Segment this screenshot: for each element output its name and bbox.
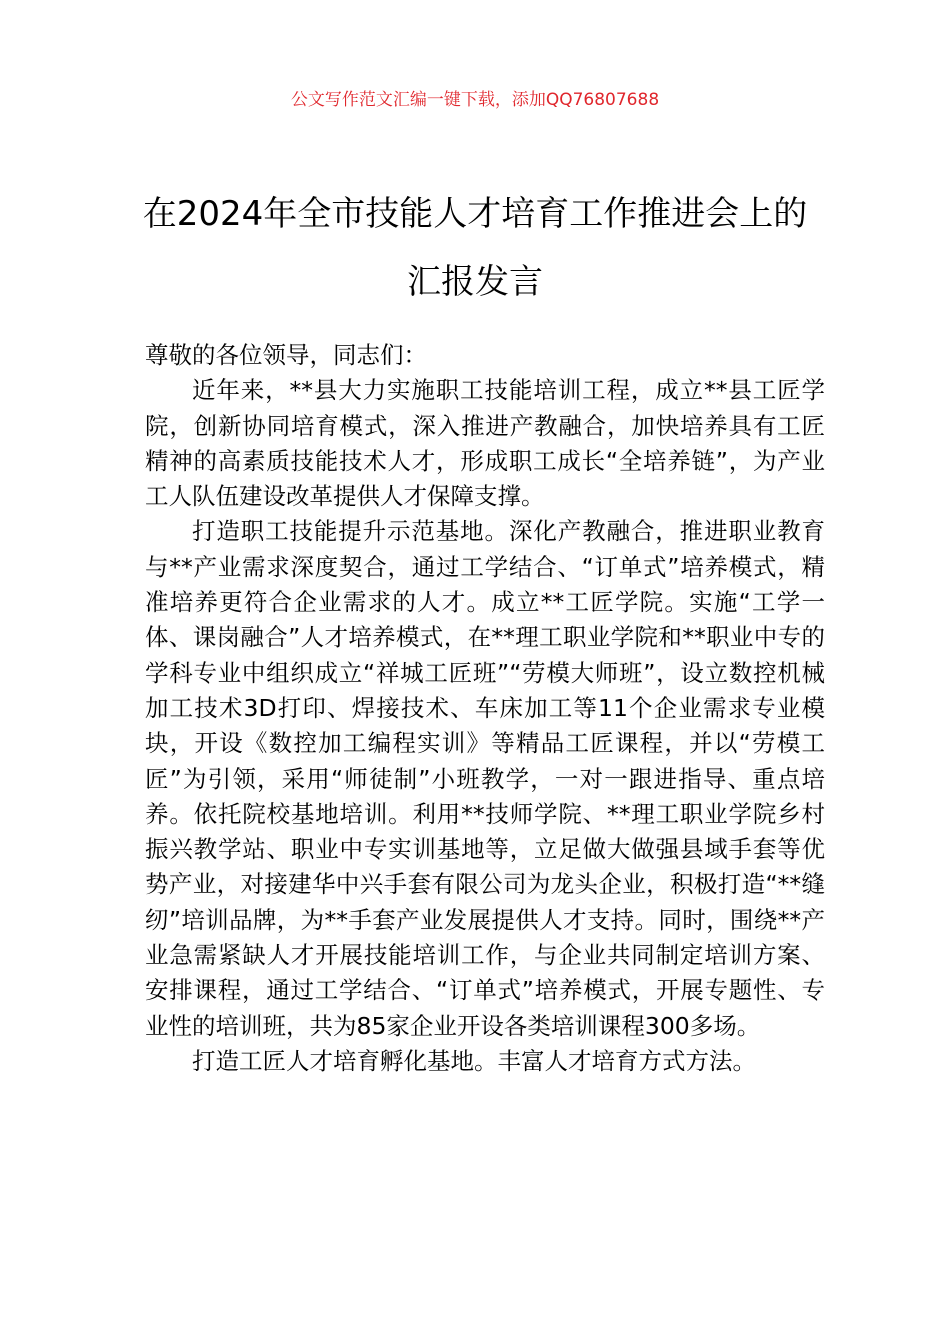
paragraph-skill-base: 打造职工技能提升示范基地。深化产教融合，推进职业教育与**产业需求深度契合，通过工学结合、“订单式”培养模式，精准培养更符合企业需求的人才。成立**工匠学院。实施“工学一体、课岗融合”人才培养模式，在**理工职业学院和**职业中专的学科专业中组织成立“祥城工匠班”“劳模大师班”，设立数控机械加工技术3D打印、焊接技术、车床加工等11个企业需求专业模块，开设《数控加工编程实训》等精品工匠课程，并以“劳模工匠”为引领，采用“师徒制”小班教学，一对一跟进指导、重点培养。依托院校基地培训。利用**技师学院、**理工职业学院乡村振兴教学站、职业中专实训基地等，立足做大做强县域手套等优势产业，对接建华中兴手套有限公司为龙头企业，积极打造“**缝纫”培训品牌，为**手套产业发展提供人才支持。同时，围绕**产业急需紧缺人才开展技能培训工作，与企业共同制定培训方案、安排课程，通过工学结合、“订单式”培养模式，开展专题性、专业性的培训班，共为85家企业开设各类培训课程300多场。 xyxy=(145,517,825,1040)
paragraph-intro: 近年来，**县大力实施职工技能培训工程，成立**县工匠学院，创新协同培育模式，深入推进产教融合，加快培养具有工匠精神的高素质技能技术人才，形成职工成长“全培养链”，为产业工人队伍建设改革提供人才保障支撑。 xyxy=(145,376,825,511)
salutation: 尊敬的各位领导，同志们： xyxy=(145,341,427,369)
page-title: 在2024年全市技能人才培育工作推进会上的汇报发言 xyxy=(142,194,808,302)
document-body xyxy=(145,338,825,1079)
paragraph-incubation-base: 打造工匠人才培育孵化基地。丰富人才培育方式方法。 xyxy=(192,1046,756,1075)
header-note: 公文写作范文汇编一键下载，添加QQ76807688 xyxy=(290,90,660,110)
